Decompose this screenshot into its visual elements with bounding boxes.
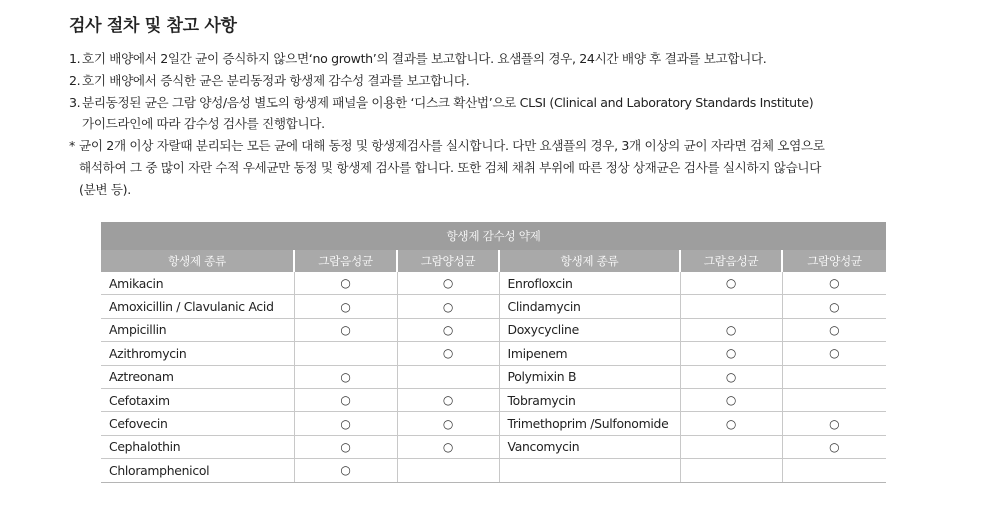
- antibiotic-name: Tobramycin: [499, 388, 680, 411]
- table-row: [101, 365, 886, 388]
- note-text: 해석하여 그 중 많이 자란 수적 우세균만 동정 및 항생제 검사를 합니다. 또한 검체 채취 부위에 따른 정상 상재균은 검사를 실시하지 않습니다: [79, 159, 822, 175]
- column-header: 그람양성균: [782, 250, 886, 272]
- antibiotic-name: Amoxicillin / Clavulanic Acid: [101, 295, 294, 318]
- column-header: 그람음성균: [680, 250, 782, 272]
- antibiotic-name: Enrofloxcin: [499, 272, 680, 295]
- note-item-continued: [69, 179, 929, 201]
- susceptibility-mark: [397, 459, 499, 482]
- column-header: 그람양성균: [397, 250, 499, 272]
- antibiotic-name: Cephalothin: [101, 435, 294, 458]
- antibiotic-table: [101, 222, 886, 483]
- susceptibility-mark: ○: [782, 295, 886, 318]
- table-row: [101, 388, 886, 411]
- susceptibility-mark: [782, 459, 886, 482]
- susceptibility-mark: ○: [680, 365, 782, 388]
- antibiotic-name: Vancomycin: [499, 435, 680, 458]
- susceptibility-mark: [782, 388, 886, 411]
- table-caption: 항생제 감수성 약제: [101, 222, 886, 250]
- susceptibility-mark: ○: [782, 435, 886, 458]
- table-row: [101, 318, 886, 341]
- note-text: 호기 배양에서 증식한 균은 분리동정과 항생제 감수성 결과를 보고합니다.: [82, 72, 470, 88]
- susceptibility-mark: ○: [397, 272, 499, 295]
- antibiotic-name: Azithromycin: [101, 342, 294, 365]
- column-header: 항생제 종류: [101, 250, 294, 272]
- antibiotic-name: Clindamycin: [499, 295, 680, 318]
- page-title: 검사 절차 및 참고 사항: [69, 16, 237, 36]
- column-header: 그람음성균: [294, 250, 397, 272]
- susceptibility-mark: ○: [294, 412, 397, 435]
- susceptibility-mark: ○: [397, 318, 499, 341]
- table-row: [101, 342, 886, 365]
- susceptibility-mark: ○: [782, 342, 886, 365]
- antibiotic-name: Ampicillin: [101, 318, 294, 341]
- note-text: (분변 등).: [79, 181, 131, 197]
- susceptibility-mark: ○: [294, 272, 397, 295]
- susceptibility-mark: ○: [782, 318, 886, 341]
- susceptibility-mark: ○: [397, 412, 499, 435]
- susceptibility-mark: ○: [294, 295, 397, 318]
- note-number: 3.: [69, 94, 81, 110]
- note-item-continued: [69, 157, 929, 179]
- susceptibility-mark: [782, 365, 886, 388]
- susceptibility-mark: [294, 342, 397, 365]
- susceptibility-mark: ○: [397, 435, 499, 458]
- note-item-continued: [69, 113, 929, 135]
- susceptibility-mark: ○: [782, 272, 886, 295]
- susceptibility-mark: ○: [397, 388, 499, 411]
- susceptibility-mark: ○: [294, 365, 397, 388]
- table-row: [101, 459, 886, 482]
- antibiotic-name: Polymixin B: [499, 365, 680, 388]
- susceptibility-mark: ○: [680, 318, 782, 341]
- susceptibility-mark: [397, 365, 499, 388]
- antibiotic-name: Trimethoprim /Sulfonomide: [499, 412, 680, 435]
- table-row: [101, 435, 886, 458]
- susceptibility-mark: [680, 459, 782, 482]
- susceptibility-mark: ○: [782, 412, 886, 435]
- procedure-notes: [69, 48, 929, 201]
- susceptibility-mark: ○: [680, 272, 782, 295]
- table-row: [101, 295, 886, 318]
- susceptibility-mark: ○: [397, 295, 499, 318]
- note-text: 분리동정된 균은 그람 양성/음성 별도의 항생제 패널을 이용한 ‘디스크 확산법’으로 CLSI (Clinical and Laboratory Standards Institute): [82, 94, 814, 110]
- antibiotic-name: [499, 459, 680, 482]
- table-row: [101, 272, 886, 295]
- antibiotic-name: Chloramphenicol: [101, 459, 294, 482]
- susceptibility-mark: ○: [294, 435, 397, 458]
- susceptibility-mark: ○: [397, 342, 499, 365]
- table-row: [101, 412, 886, 435]
- antibiotic-name: Doxycycline: [499, 318, 680, 341]
- antibiotic-name: Cefovecin: [101, 412, 294, 435]
- note-item-asterisk: [69, 135, 929, 157]
- antibiotic-name: Imipenem: [499, 342, 680, 365]
- note-number: 2.: [69, 72, 81, 88]
- note-text: 호기 배양에서 2일간 균이 증식하지 않으면‘no growth’의 결과를 보고합니다. 요샘플의 경우, 24시간 배양 후 결과를 보고합니다.: [82, 51, 767, 66]
- susceptibility-mark: ○: [294, 318, 397, 341]
- asterisk-mark: *: [69, 138, 75, 154]
- susceptibility-mark: [680, 295, 782, 318]
- table-body: [101, 272, 886, 482]
- note-item: [69, 70, 929, 92]
- susceptibility-mark: ○: [680, 412, 782, 435]
- susceptibility-mark: ○: [680, 388, 782, 411]
- antibiotic-name: Amikacin: [101, 272, 294, 295]
- note-text: 균이 2개 이상 자랄때 분리되는 모든 균에 대해 동정 및 항생제검사를 실시합니다. 다만 요샘플의 경우, 3개 이상의 균이 자라면 검체 오염으로: [79, 138, 825, 154]
- susceptibility-mark: ○: [294, 388, 397, 411]
- susceptibility-mark: ○: [294, 459, 397, 482]
- antibiotic-name: Cefotaxim: [101, 388, 294, 411]
- note-item: [69, 92, 929, 114]
- susceptibility-mark: [680, 435, 782, 458]
- susceptibility-mark: ○: [680, 342, 782, 365]
- note-text: 가이드라인에 따라 감수성 검사를 진행합니다.: [82, 116, 325, 132]
- antibiotic-name: Aztreonam: [101, 365, 294, 388]
- note-item: [69, 48, 929, 70]
- note-number: 1.: [69, 51, 81, 66]
- column-header: 항생제 종류: [499, 250, 680, 272]
